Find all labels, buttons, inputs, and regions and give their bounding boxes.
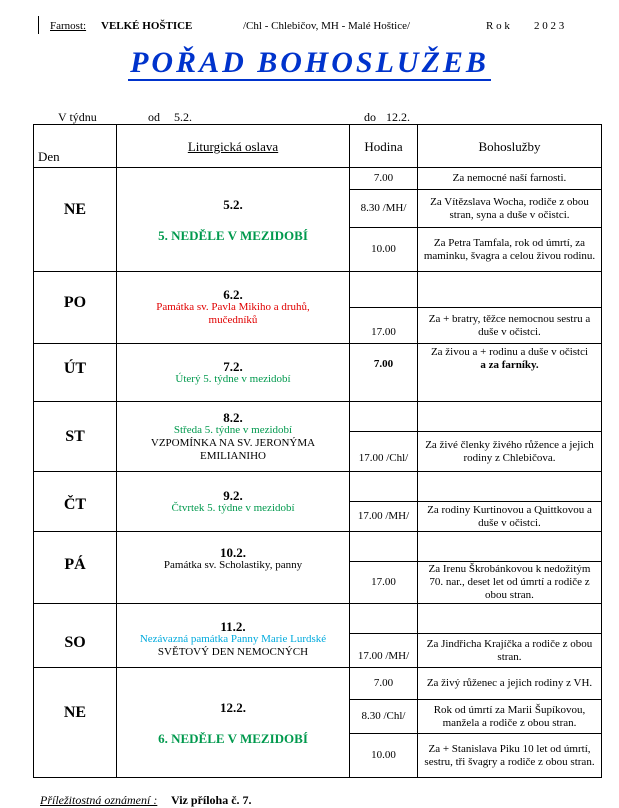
day-name: ČT (34, 472, 117, 532)
villages-note: /Chl - Chlebičov, MH - Malé Hoštice/ (243, 20, 411, 32)
mass-intention (418, 344, 602, 402)
day-name: ÚT (34, 344, 117, 402)
mass-time (350, 472, 418, 502)
mass-intention-bold: a za farníky. (480, 359, 539, 371)
table-header-row (34, 125, 602, 168)
day-date: 7.2. (223, 358, 243, 374)
day-date: 10.2. (220, 545, 246, 560)
table-row (34, 402, 602, 432)
mass-time: 8.30 /Chl/ (350, 700, 418, 734)
table-row (34, 604, 602, 634)
table-row (34, 168, 602, 190)
col-celebration-header: Liturgická oslava (117, 125, 350, 168)
table-row (34, 272, 602, 308)
mass-intention: Za živé členky živého růžence a jejich rodiny z Chlebičova. (418, 432, 602, 472)
table-row (34, 344, 602, 402)
table-row (34, 532, 602, 562)
mass-intention: Za rodiny Kurtinovou a Quittkovou a duše v očistci. (418, 502, 602, 532)
mass-intention: Za živý růženec a jejich rodiny z VH. (418, 668, 602, 700)
celebration-name: Památka sv. Pavla Mikiho a druhů, mučedníků (156, 301, 310, 326)
mass-time (350, 532, 418, 562)
day-name: ST (34, 402, 117, 472)
table-row (34, 668, 602, 700)
mass-intention: Za + Stanislava Piku 10 let od úmrtí, sestru, tři švagry a rodiče z obou stran. (418, 734, 602, 778)
day-date: 12.2. (220, 699, 246, 715)
year-label: R o k (486, 20, 510, 32)
celebration-name: 5. NEDĚLE V MEZIDOBÍ (158, 227, 308, 243)
table-row (34, 472, 602, 502)
week-to: 12.2. (386, 110, 410, 124)
celebration-name: Čtvrtek 5. týdne v mezidobí (171, 501, 295, 514)
mass-intention: Za Irenu Škrobánkovou k nedožitým 70. nar., deset let od úmrtí a rodiče z obou stran. (418, 562, 602, 604)
parish-label: Farnost: (50, 20, 87, 32)
day-date: 9.2. (223, 487, 243, 503)
mass-intention (418, 532, 602, 562)
week-from-label: od (148, 110, 160, 124)
mass-time: 17.00 (350, 308, 418, 344)
celebration-cell (117, 472, 350, 532)
mass-intention-text: Za živou a + rodinu a duše v očistci (430, 346, 589, 358)
mass-intention: Za Jindřicha Krajíčka a rodiče z obou stran. (418, 634, 602, 668)
col-services-header: Bohoslužby (418, 125, 602, 168)
day-date: 6.2. (223, 287, 243, 302)
celebration-cell (117, 668, 350, 778)
footer-label: Příležitostná oznámení : (40, 793, 158, 807)
week-from: 5.2. (174, 110, 192, 124)
mass-time: 7.00 (350, 168, 418, 190)
mass-time: 17.00 (350, 562, 418, 604)
mass-time: 17.00 /MH/ (350, 502, 418, 532)
week-label: V týdnu (58, 110, 97, 124)
mass-intention: Za Petra Tamfala, rok od úmrtí, za maminku, švagra a celou živou rodinu. (418, 228, 602, 272)
mass-time: 7.00 (350, 344, 418, 402)
mass-intention (418, 472, 602, 502)
footer-text: Viz příloha č. 7. (171, 793, 252, 807)
mass-intention (418, 272, 602, 308)
day-name: NE (34, 168, 117, 272)
mass-intention: Rok od úmrtí za Marii Šupíkovou, manžela a rodiče z obou stran. (418, 700, 602, 734)
mass-time (350, 604, 418, 634)
col-day-header: Den (34, 125, 117, 168)
mass-time: 10.00 (350, 228, 418, 272)
celebration-name: Středa 5. týdne v mezidobí (173, 423, 293, 436)
celebration-note: VZPOMÍNKA NA SV. JERONÝMA EMILIANIHO (150, 436, 316, 462)
mass-time: 7.00 (350, 668, 418, 700)
celebration-cell (117, 272, 350, 344)
mass-time: 8.30 /MH/ (350, 190, 418, 228)
celebration-name: 6. NEDĚLE V MEZIDOBÍ (158, 730, 308, 746)
celebration-cell (117, 604, 350, 668)
celebration-cell (117, 168, 350, 272)
celebration-name: Památka sv. Scholastiky, panny (163, 559, 303, 571)
day-date: 8.2. (223, 409, 243, 425)
header-left-bar (38, 16, 39, 34)
day-date: 11.2. (220, 619, 246, 634)
mass-intention: Za Vítězslava Wocha, rodiče z obou stran, syna a duše v očistci. (418, 190, 602, 228)
day-name: PÁ (34, 532, 117, 604)
parish-name: VELKÉ HOŠTICE (101, 20, 193, 32)
celebration-cell (117, 402, 350, 472)
day-name: NE (34, 668, 117, 778)
year: 2 0 2 3 (534, 20, 565, 32)
celebration-cell (117, 344, 350, 402)
mass-intention (418, 402, 602, 432)
mass-time (350, 272, 418, 308)
schedule-table (33, 124, 602, 778)
mass-time (350, 402, 418, 432)
celebration-name: Úterý 5. týdne v mezidobí (175, 372, 291, 385)
day-name: SO (34, 604, 117, 668)
mass-time: 17.00 /Chl/ (350, 432, 418, 472)
celebration-cell (117, 532, 350, 604)
day-date: 5.2. (223, 196, 243, 212)
mass-time: 17.00 /MH/ (350, 634, 418, 668)
celebration-note: SVĚTOVÝ DEN NEMOCNÝCH (157, 646, 309, 658)
mass-intention: Za + bratry, těžce nemocnou sestru a duše v očistci. (418, 308, 602, 344)
mass-time: 10.00 (350, 734, 418, 778)
mass-intention: Za nemocné naší farnosti. (418, 168, 602, 190)
celebration-name: Nezávazná památka Panny Marie Lurdské (139, 633, 327, 645)
col-hour-header: Hodina (350, 125, 418, 168)
day-name: PO (34, 272, 117, 344)
week-to-label: do (364, 110, 376, 124)
mass-intention (418, 604, 602, 634)
page-title: POŘAD BOHOSLUŽEB (130, 46, 489, 79)
